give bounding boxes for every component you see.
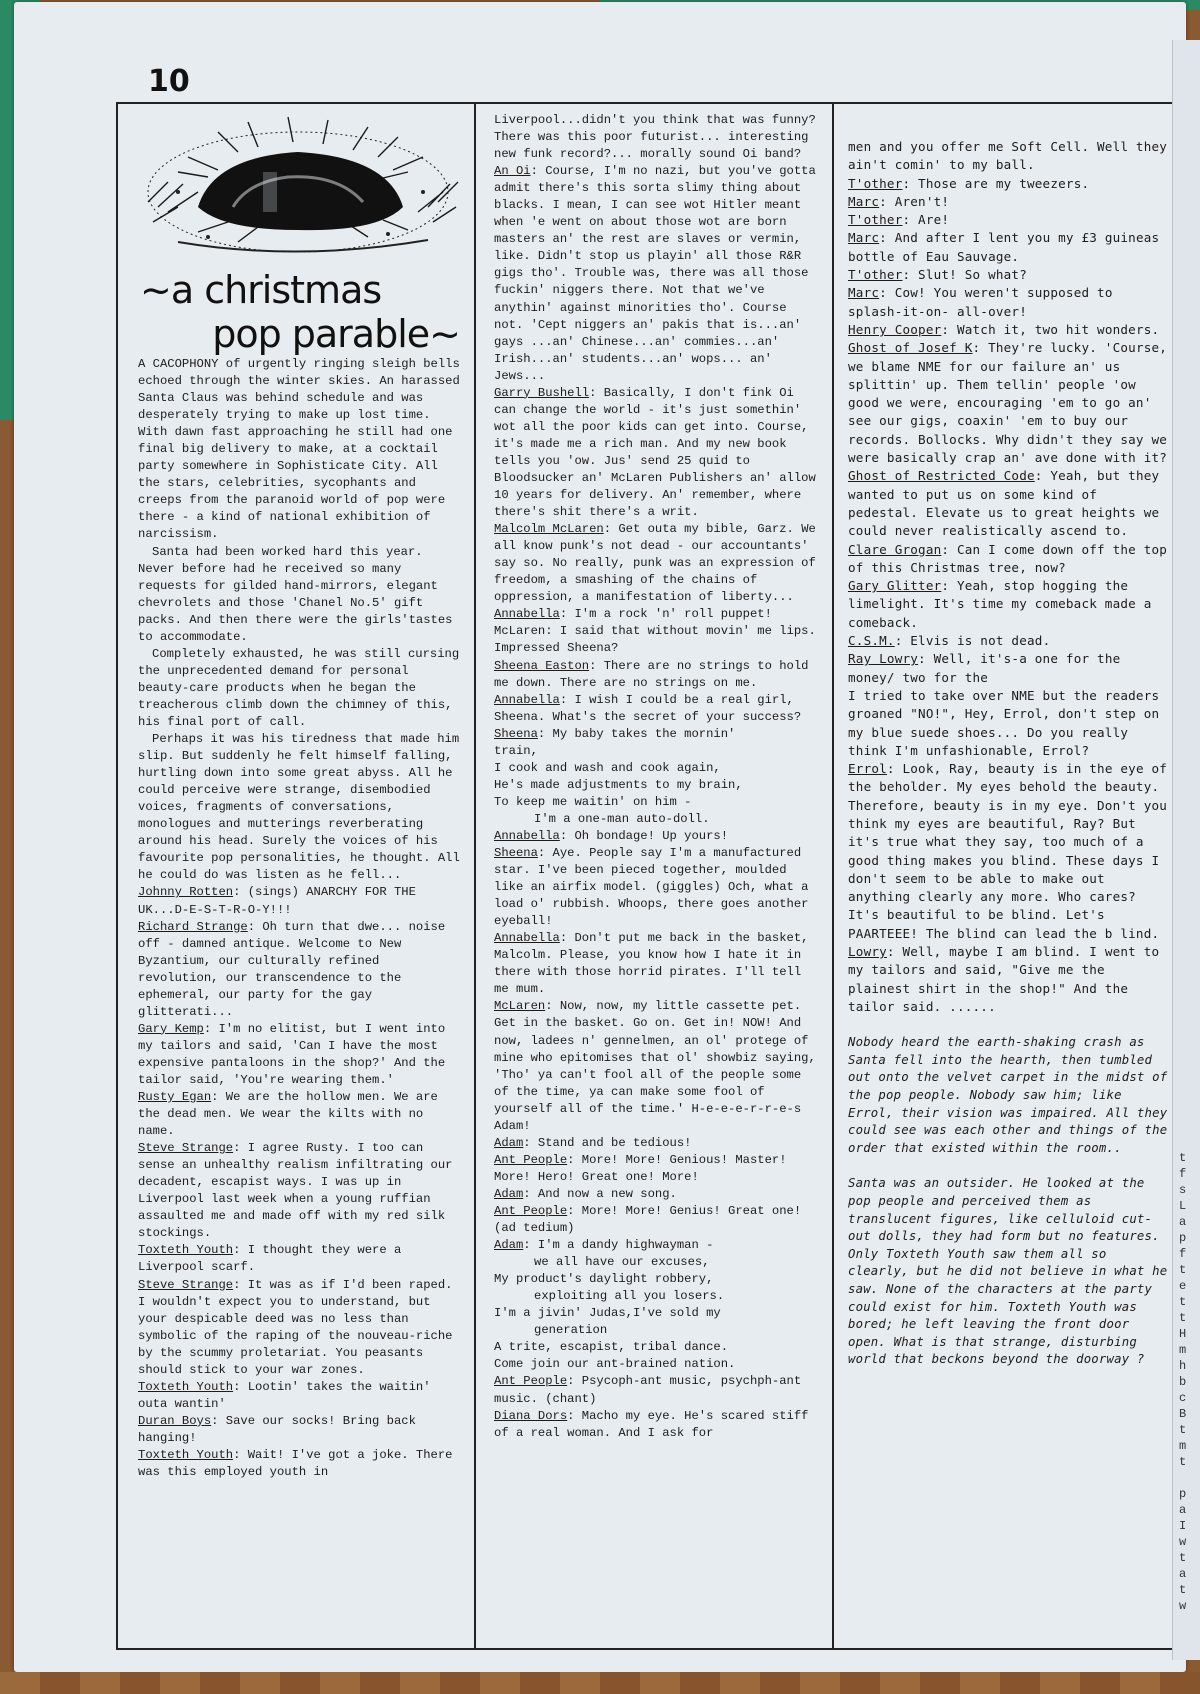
speaker-name: Adam <box>494 1135 524 1150</box>
speaker-name: Steve Strange <box>138 1141 234 1156</box>
paragraph: Perhaps it was his tiredness that made him slip. But suddenly he felt himself falling, hurtling down into some great abyss. All he could perceive were strange, disembodied voices, fragments of conversations, monologues and mutterings reverberating around his head. Surely the voices of his favourite pop personalities, he thought. All he could do was listen as he fell... <box>138 732 460 883</box>
speech-text: : And now a new song. <box>523 1186 677 1201</box>
dialogue-line <box>494 606 822 657</box>
speaker-name: Errol <box>848 761 887 777</box>
song-lyrics <box>494 1254 822 1373</box>
speech-text: : There are no strings to hold me down. There are no strings on me. <box>494 658 809 690</box>
speech-text: : Those are my tweezers. <box>902 175 1090 191</box>
article-frame <box>116 102 1176 1650</box>
dialogue-line <box>848 175 1168 193</box>
dialogue-line <box>494 163 822 385</box>
edge-letter: t <box>1179 1263 1187 1277</box>
dialogue-line <box>138 1277 464 1379</box>
dialogue-line <box>848 577 1168 632</box>
edge-letter: c <box>1179 1391 1187 1405</box>
speaker-name: McLaren <box>494 999 546 1014</box>
edge-letter: m <box>1179 1439 1187 1453</box>
speaker-name: Annabella <box>494 607 560 622</box>
dialogue-line <box>494 658 822 692</box>
speech-text: : Well, maybe I am blind. I went to my tailors and said, "Give me the plainest shirt in the shop!" And the tailor said. ...... <box>848 944 1160 1014</box>
dialogue-line <box>848 467 1168 540</box>
dialogue-line <box>494 828 822 845</box>
speaker-name: Gary Glitter <box>848 578 942 594</box>
edge-letter: p <box>1179 1487 1187 1501</box>
lyric-line: My product's daylight robbery, <box>494 1272 714 1287</box>
speaker-name: Duran Boys <box>138 1413 212 1428</box>
speech-text: : Well, it's-a one for the money/ two for the <box>848 651 1121 685</box>
lyric-line: I'm a jivin' Judas,I've sold my <box>494 1306 721 1321</box>
dialogue-line <box>494 1373 822 1407</box>
speaker-name: Toxteth Youth <box>138 1379 234 1394</box>
edge-letter: I <box>1179 1519 1187 1533</box>
speaker-name: Adam <box>494 1238 524 1253</box>
dialogue-list <box>138 884 464 1481</box>
edge-letter: a <box>1179 1567 1187 1581</box>
edge-letter: p <box>1179 1231 1187 1245</box>
dialogue-list <box>494 112 822 743</box>
speech-text: : Cow! You weren't supposed to splash-it-on- all-over! <box>848 285 1113 319</box>
dialogue-line <box>138 1140 464 1242</box>
speaker-name: Toxteth Youth <box>138 1243 234 1258</box>
speech-text: : More! More! Genius! Great one! (ad tedium) <box>494 1204 802 1236</box>
edge-letter: t <box>1179 1423 1187 1437</box>
speaker-name: Gary Kemp <box>138 1021 204 1036</box>
dialogue-line <box>494 692 822 726</box>
speaker-name: T'other <box>848 175 903 191</box>
title-line-1: ~a christmas <box>140 268 382 312</box>
song-lyrics <box>494 743 822 828</box>
speech-text: : I'm a rock 'n' roll puppet! McLaren: I said that without movin' me lips. Impressed Sheena? <box>494 607 816 656</box>
dialogue-list <box>848 760 1168 1016</box>
dialogue-list <box>494 828 822 1254</box>
dialogue-line <box>848 211 1168 229</box>
speech-text: : Save our socks! Bring back hanging! <box>138 1413 416 1445</box>
speaker-name: An Oi <box>494 164 531 179</box>
dialogue-line <box>494 930 822 998</box>
edge-letter: f <box>1179 1167 1187 1181</box>
speaker-name: Toxteth Youth <box>138 1448 234 1462</box>
edge-letter: H <box>1179 1327 1187 1341</box>
edge-letter <box>1173 1470 1200 1486</box>
speaker-name: Annabella <box>494 931 560 946</box>
edge-letter: t <box>1179 1295 1187 1309</box>
speaker-name: Ant People <box>494 1204 568 1218</box>
speaker-name: Johnny Rotten <box>138 885 234 900</box>
christmas-wreath-illustration <box>138 112 468 262</box>
speech-text: : Oh turn that dwe... noise off - damned antique. Welcome to New Byzantium, our culturally refined revolution, our transcendence to the ephemeral, our party for the gay glitterati... <box>138 919 446 1019</box>
speech-text: : We are the hollow men. We are the dead men. We wear the kilts with no name. <box>138 1090 438 1139</box>
speaker-name: T'other <box>848 267 903 283</box>
speech-text: : Oh bondage! Up yours! <box>559 828 729 843</box>
edge-letter: e <box>1179 1279 1187 1293</box>
speech-text: : I agree Rusty. I too can sense an unhealthy realism infiltrating our decadent, escapist ways. I was up in Liverpool last week when a young ruffian assaulted me and made off with my red silk stockings. <box>138 1141 453 1241</box>
speech-text: men and you offer me Soft Cell. Well they ain't comin' to my ball. <box>848 139 1168 173</box>
speech-text: : They're lucky. 'Course, we blame NME for our failure an' us splittin' up. Them tellin' people 'ow good we were, encouraging 'em to go an' see our gigs, coaxin' 'em to buy our records. Bollocks. Why didn't they say we were basically crap an' ave done with it? <box>848 340 1168 466</box>
paragraph: Santa had been worked hard this year. Never before had he received so many requests for gilded hand-mirrors, elegant chevrolets and those 'Chanel No.5' gift packs. And then there were the girls'tastes to accommodate. <box>138 544 453 644</box>
magazine-page <box>14 2 1186 1672</box>
speaker-name: Clare Grogan <box>848 541 942 557</box>
lyric-line: A trite, escapist, tribal dance. <box>494 1340 729 1355</box>
speech-text: : My baby takes the mornin' <box>537 726 736 741</box>
speaker-name: Adam <box>494 1186 524 1201</box>
dialogue-line <box>138 1447 464 1481</box>
dialogue-line <box>138 1021 464 1089</box>
lyric-line: I cook and wash and cook again, <box>494 760 721 775</box>
speech-text: : Can I come down off the top of this Christmas tree, now? <box>848 541 1168 575</box>
speech-text: : Basically, I don't fink Oi can change the world - it's just somethin' wot all the poor kids can get into. Course, it's made me a rich man. And my new book tells you 'ow. Jus' send 25 quid to Bloodsucker an' McLaren Publishers an' allow 10 years for delivery. An' remember, where there's shit there's a writ. <box>494 385 816 520</box>
narrative-paragraph: Nobody heard the earth-shaking crash as Santa fell into the hearth, then tumbled out onto the velvet carpet in the midst of the pop people. Nobody saw him; like Errol, their vision was impaired. All they could see was each other and things of the order that existed within the room.. <box>848 1035 1168 1155</box>
edge-letter: t <box>1179 1551 1187 1565</box>
edge-letter: f <box>1179 1247 1187 1261</box>
edge-letter: w <box>1179 1599 1187 1613</box>
title-line-2: pop parable~ <box>212 312 460 356</box>
speaker-name: Rusty Egan <box>138 1090 212 1105</box>
speaker-name: Ray Lowry <box>848 651 919 667</box>
column-1 <box>118 104 476 1648</box>
dialogue-line <box>848 229 1168 266</box>
dialogue-line <box>848 632 1168 650</box>
speaker-name: T'other <box>848 212 903 228</box>
dialogue-line <box>848 284 1168 321</box>
speaker-name: Ant People <box>494 1152 568 1167</box>
wooden-table <box>0 1672 1200 1694</box>
edge-letter: w <box>1179 1535 1187 1549</box>
edge-letter: s <box>1179 1183 1187 1197</box>
speaker-name: Malcolm McLaren <box>494 522 604 537</box>
lyric-line: train, <box>494 743 538 758</box>
wreath-icon <box>138 112 468 262</box>
lyric-line: Come join our ant-brained nation. <box>494 1357 736 1372</box>
dialogue-line <box>138 884 464 918</box>
speaker-name: Marc <box>848 230 880 246</box>
lyric-line: To keep me waitin' on him - <box>494 794 692 809</box>
speech-text: : Are! <box>902 212 950 228</box>
dialogue-list <box>848 138 1168 687</box>
dialogue-line <box>494 385 822 521</box>
paragraph: Completely exhausted, he was still cursing the unprecedented demand for personal beauty-care products when he began the treacherous climb down the chimney of this, his final port of call. <box>138 646 460 729</box>
speaker-name: Marc <box>848 285 880 301</box>
speech-text: : More! More! Genious! Master! More! Hero! Great one! More! <box>494 1152 787 1184</box>
speaker-name: Marc <box>848 193 880 209</box>
speech-text: : Psycoph-ant music, psychph-ant music. (chant) <box>494 1374 802 1406</box>
speech-text: : Yeah, stop hogging the limelight. It's time my comeback made a comeback. <box>848 578 1152 630</box>
speech-text: : Get outa my bible, Garz. We all know punk's not dead - our accountants' say so. No really, punk was an expression of freedom, a smashing of the chains of oppression, a manifestation of liberty... <box>494 522 816 605</box>
dialogue-line <box>848 339 1168 467</box>
dialogue-line <box>494 845 822 930</box>
edge-letter: t <box>1179 1583 1187 1597</box>
dialogue-line <box>494 112 822 163</box>
speech-text: Liverpool...didn't you think that was funny? There was this poor futurist... interesting new funk record?... morally sound Oi band? <box>494 113 816 162</box>
dialogue-line <box>848 321 1168 339</box>
column-3 <box>834 104 1178 1648</box>
dialogue-line <box>494 1152 822 1186</box>
speech-text: : Now, now, my little cassette pet. Get in the basket. Go on. Get in! NOW! And now, ladees n' gennelmen, an ol' protege of mine who epitomises that ol' showbiz saying, 'Tho' ya can't fool all of the people some of the time, ya can make some fool of yourself all of the time.' H-e-e-e-r-r-e-s Adam! <box>494 999 816 1133</box>
edge-letter: m <box>1179 1343 1187 1357</box>
edge-letter: a <box>1179 1215 1187 1229</box>
speech-text: : And after I lent you my £3 guineas bottle of Eau Sauvage. <box>848 230 1160 264</box>
dialogue-line <box>138 1379 464 1413</box>
next-page-edge <box>1172 40 1200 1660</box>
speech-text: : Watch it, two hit wonders. <box>941 321 1160 337</box>
lyric-line: He's made adjustments to my brain, <box>494 777 743 792</box>
lyric-line: I'm a one-man auto-doll. <box>534 811 710 826</box>
speaker-name: Ghost of Restricted Code <box>848 468 1035 484</box>
dialogue-line <box>494 1237 822 1254</box>
speaker-name: Annabella <box>494 828 560 843</box>
speech-text: : Macho my eye. He's scared stiff of a real woman. And I ask for <box>494 1408 809 1440</box>
speech-text: : Don't put me back in the basket, Malcolm. Please, you know how I hate it in there with those horrid pirates. I'll tell me mum. <box>494 931 809 997</box>
dialogue-line <box>848 760 1168 943</box>
speaker-name: Henry Cooper <box>848 321 942 337</box>
edge-letter: t <box>1179 1151 1187 1165</box>
speaker-name: Steve Strange <box>138 1277 234 1292</box>
speaker-name: Richard Strange <box>138 919 248 934</box>
speech-text: : Slut! So what? <box>902 267 1027 283</box>
lyric-line: generation <box>534 1323 608 1338</box>
speech-text: : Elvis is not dead. <box>894 633 1051 649</box>
dialogue-line <box>848 138 1168 175</box>
speech-text: : Lootin' takes the waitin' outa wantin' <box>138 1379 431 1411</box>
speaker-name: Ghost of Josef K <box>848 340 973 356</box>
paragraph: I tried to take over NME but the readers groaned "NO!", Hey, Errol, don't step on my blue suede shoes... Do you really think I'm unfashionable, Errol? <box>848 687 1160 758</box>
dialogue-line <box>138 919 464 1021</box>
speaker-name: Garry Bushell <box>494 385 590 400</box>
speech-text: : (sings) ANARCHY FOR THE UK...D-E-S-T-R-O-Y!!! <box>138 885 416 917</box>
dialogue-line <box>138 1413 464 1447</box>
speaker-name: Annabella <box>494 692 560 707</box>
dialogue-line <box>848 193 1168 211</box>
speech-text: : Aren't! <box>879 193 950 209</box>
lyric-line: exploiting all you losers. <box>534 1289 725 1304</box>
speaker-name: Sheena <box>494 846 538 861</box>
intro-paragraph: A CACOPHONY of urgently ringing sleigh bells echoed through the winter skies. An harassed Santa Claus was behind schedule and was desperately trying to make up lost time. With dawn fast approaching he still had one final big delivery to make, at a cocktail party somewhere in Sophisticate City. All the stars, celebrities, sycophants and creeps from the paranoid world of pop were there - a kind of national exhibition of narcissism. <box>138 357 460 542</box>
edge-letter: t <box>1179 1311 1187 1325</box>
dialogue-line <box>494 1135 822 1152</box>
speaker-name: Lowry <box>848 944 887 960</box>
speaker-name: Diana Dors <box>494 1408 568 1423</box>
edge-letter: b <box>1179 1375 1187 1389</box>
dialogue-line <box>848 266 1168 284</box>
dialogue-line <box>138 1089 464 1140</box>
column-2 <box>476 104 834 1648</box>
speech-text: : Look, Ray, beauty is in the eye of the beholder. My eyes behold the beauty. Therefore, beauty is in my eye. Don't you think my eyes are beautiful, Ray? But it's true what they say, too much of a good thing makes you blind. These days I don't seem to be able to make out anything clearly any more. Who cares? It's beautiful to be blind. Let's PAARTEEE! The blind can lead the b lind. <box>848 761 1168 941</box>
edge-letter: t <box>1179 1455 1187 1469</box>
dialogue-line <box>494 998 822 1134</box>
dialogue-line <box>494 726 822 743</box>
speech-text: : Yeah, but they wanted to put us on some kind of pedestal. Elevate us to great heights we could never realistically ascend to. <box>848 468 1160 539</box>
dialogue-list <box>494 1373 822 1441</box>
speech-text: : I thought they were a Liverpool scarf. <box>138 1243 402 1275</box>
speech-text: : Stand and be tedious! <box>523 1135 692 1150</box>
article-title <box>138 268 464 356</box>
dialogue-line <box>848 943 1168 1016</box>
dialogue-line <box>848 541 1168 578</box>
edge-letter: B <box>1179 1407 1187 1421</box>
dialogue-line <box>494 521 822 606</box>
speech-text: : Course, I'm no nazi, but you've gotta admit there's this sorta slimy thing about blacks. I mean, I can see wot Hitler meant when 'e went on about those wot are born masters an' the rest are slaves or vermin, like. Didn't stop us playin' all those R&R gigs tho'. Trouble was, there was all those fuckin' niggers there. Not that we've anythin' against minorities tho'. Course not. 'Cept niggers an' pakis that is...an' gays ...an' Chinese...an' commies...an' Irish...an' students...an' wops... an' Jews... <box>494 164 816 383</box>
edge-letter: a <box>1179 1503 1187 1517</box>
edge-letter: h <box>1179 1359 1187 1373</box>
speaker-name: Sheena <box>494 726 538 741</box>
speech-text: : It was as if I'd been raped. I wouldn't expect you to understand, but your despicable deed was no less than symbolic of the raping of the nouveau-riche by the scummy proletariat. You peasants should stick to your war zones. <box>138 1277 453 1377</box>
dialogue-line <box>494 1408 822 1442</box>
dialogue-line <box>494 1186 822 1203</box>
speech-text: : I'm no elitist, but I went into my tailors and said, 'Can I have the most expensive pantaloons in the shop?' And the tailor said, 'You're wearing them.' <box>138 1021 446 1087</box>
speaker-name: C.S.M. <box>848 633 895 649</box>
speaker-name: Sheena Easton <box>494 658 590 673</box>
speech-text: : I wish I could be a real girl, Sheena. What's the secret of your success? <box>494 692 802 724</box>
speech-text: : Aye. People say I'm a manufactured star. I've been pieced together, moulded like an airfix model. (giggles) Och, what a load o' rubbish. Whoops, there goes another eyeball! <box>494 846 809 929</box>
speech-text: : I'm a dandy highwayman - <box>523 1238 714 1253</box>
speech-text: : Wait! I've got a joke. There was this employed youth in <box>138 1448 453 1480</box>
dialogue-line <box>494 1203 822 1237</box>
page-number: 10 <box>148 64 190 99</box>
speaker-name: Ant People <box>494 1374 568 1389</box>
narrative-paragraph: Santa was an outsider. He looked at the pop people and perceived them as translucent figures, like celluloid cut-out dolls, they had form but no features. Only Toxteth Youth saw them all so clearly, but he did not believe in what he saw. None of the characters at the party could exist for him. Toxteth Youth was bored; he left leaving the front door open. What is that strange, disturbing world that beckons beyond the doorway ? <box>848 1176 1168 1367</box>
dialogue-line <box>848 650 1168 687</box>
dialogue-line <box>138 1242 464 1276</box>
edge-letter: L <box>1179 1199 1187 1213</box>
lyric-line: we all have our excuses, <box>534 1255 710 1270</box>
